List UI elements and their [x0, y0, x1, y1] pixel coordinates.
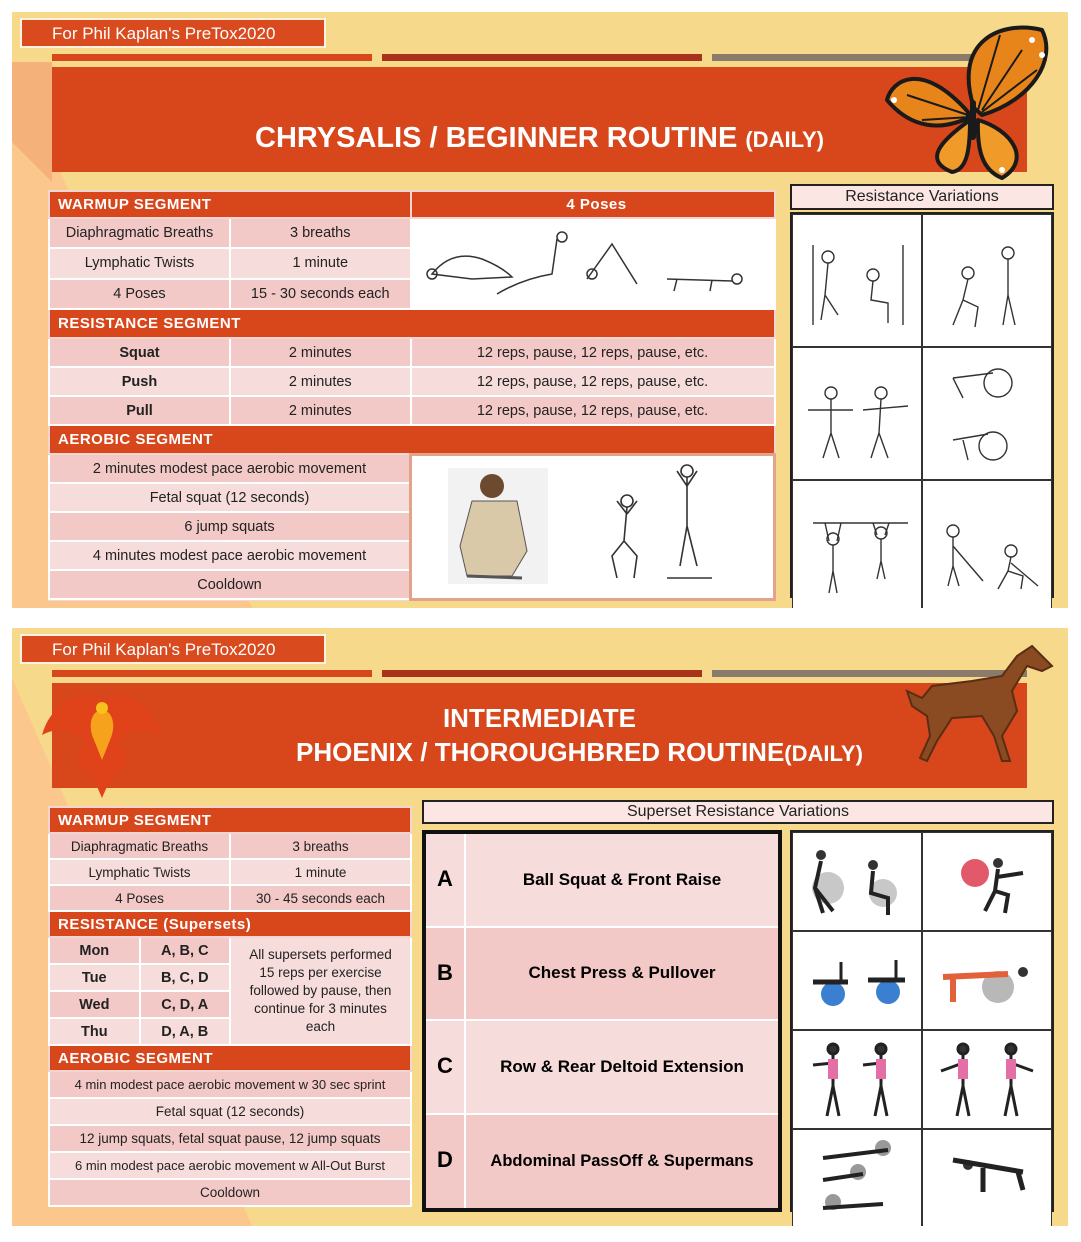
warmup-item: Lymphatic Twists [49, 859, 230, 885]
superset-list [422, 830, 782, 1212]
aerobic-segment-header: AEROBIC SEGMENT [49, 1045, 411, 1071]
aerobic-step: 6 jump squats [49, 512, 411, 541]
day-supersets: D, A, B [140, 1018, 230, 1045]
warmup-item: Diaphragmatic Breaths [49, 218, 230, 248]
day-label: Mon [49, 937, 140, 964]
exercise-duration: 2 minutes [230, 338, 411, 367]
routine-title-text: CHRYSALIS / BEGINNER ROUTINE [255, 122, 738, 154]
superset-variations-header: Superset Resistance Variations [422, 800, 1054, 824]
warmup-value: 1 minute [230, 248, 411, 278]
exercise-image [792, 480, 922, 608]
exercise-name: Squat [49, 338, 230, 367]
abdominal-passoff-icon [793, 1130, 921, 1222]
aerobic-illustration [411, 454, 775, 599]
aerobic-step: Cooldown [49, 1179, 411, 1206]
day-label: Thu [49, 1018, 140, 1045]
routine-title-line2: PHOENIX / THOROUGHBRED ROUTINE [296, 737, 785, 767]
exercise-image [922, 214, 1052, 347]
routine-title [52, 67, 1027, 172]
rear-deltoid-icon [923, 1031, 1051, 1123]
exercise-reps: 12 reps, pause, 12 reps, pause, etc. [411, 367, 775, 396]
aerobic-step: Cooldown [49, 570, 411, 599]
routine-title [52, 683, 1027, 788]
stripe [382, 670, 702, 677]
superset-name: Abdominal PassOff & Supermans [490, 1151, 754, 1170]
chest-press-icon [793, 932, 921, 1024]
aerobic-segment-header: AEROBIC SEGMENT [49, 425, 775, 454]
exercise-name: Push [49, 367, 230, 396]
superset-letter: D [426, 1115, 466, 1209]
exercise-image [922, 1030, 1052, 1129]
warmup-segment-header: WARMUP SEGMENT [49, 191, 411, 218]
squat-figures-icon [923, 215, 1051, 341]
warmup-item: 4 Poses [49, 279, 230, 309]
stripe [52, 54, 372, 61]
phoenix-icon [32, 680, 172, 800]
superset-row [426, 1115, 778, 1209]
aerobic-step: 12 jump squats, fetal squat pause, 12 jump squats [49, 1125, 411, 1152]
aerobic-step: 2 minutes modest pace aerobic movement [49, 454, 411, 483]
stripe [52, 670, 372, 677]
resistance-segment-header: RESISTANCE SEGMENT [49, 309, 775, 338]
routine-title-line1: INTERMEDIATE [442, 703, 637, 733]
poses-figures-icon [412, 219, 772, 303]
intermediate-routine-card [12, 628, 1068, 1226]
poses-header: 4 Poses [411, 191, 775, 218]
beginner-routine-card [12, 12, 1068, 608]
superset-row [426, 834, 778, 928]
superset-letter: C [426, 1021, 466, 1113]
day-supersets: C, D, A [140, 991, 230, 1018]
source-tag: For Phil Kaplan's PreTox2020 [20, 18, 326, 48]
exercise-reps: 12 reps, pause, 12 reps, pause, etc. [411, 396, 775, 425]
superman-icon [923, 1130, 1051, 1222]
stripe [382, 54, 702, 61]
superset-name: Row & Rear Deltoid Extension [500, 1056, 744, 1076]
warmup-value: 3 breaths [230, 833, 411, 859]
wall-squat-icon [793, 215, 921, 341]
day-label: Wed [49, 991, 140, 1018]
warmup-item: Lymphatic Twists [49, 248, 230, 278]
band-pull-figures-icon [923, 481, 1051, 607]
push-figures-icon [793, 348, 921, 474]
exercise-duration: 2 minutes [230, 396, 411, 425]
horse-icon [902, 636, 1062, 766]
aerobic-step: 6 min modest pace aerobic movement w All-Out Burst [49, 1152, 411, 1179]
aerobic-step: Fetal squat (12 seconds) [49, 483, 411, 512]
resistance-segment-header: RESISTANCE (Supersets) [49, 911, 411, 937]
exercise-image [792, 931, 922, 1030]
exercise-duration: 2 minutes [230, 367, 411, 396]
superset-letter: B [426, 928, 466, 1020]
ball-push-figures-icon [923, 348, 1051, 474]
row-exercise-icon [793, 1031, 921, 1123]
warmup-value: 30 - 45 seconds each [230, 885, 411, 911]
routine-title-suffix: (DAILY) [784, 741, 863, 766]
day-supersets: A, B, C [140, 937, 230, 964]
day-supersets: B, C, D [140, 964, 230, 991]
pull-up-figures-icon [793, 481, 921, 607]
exercise-reps: 12 reps, pause, 12 reps, pause, etc. [411, 338, 775, 367]
pullover-icon [923, 932, 1051, 1024]
exercise-image [922, 832, 1052, 931]
exercise-image [922, 931, 1052, 1030]
superset-row [426, 1021, 778, 1115]
warmup-item: Diaphragmatic Breaths [49, 833, 230, 859]
source-tag: For Phil Kaplan's PreTox2020 [20, 634, 326, 664]
exercise-image [792, 1129, 922, 1226]
superset-name: Ball Squat & Front Raise [522, 869, 722, 889]
aerobic-step: 4 min modest pace aerobic movement w 30 sec sprint [49, 1071, 411, 1098]
routine-title-suffix: (DAILY) [745, 127, 824, 152]
exercise-image [792, 214, 922, 347]
exercise-image [792, 347, 922, 480]
poses-illustration [411, 218, 775, 309]
warmup-value: 1 minute [230, 859, 411, 885]
squat-jump-figures-icon [412, 456, 768, 592]
warmup-value: 3 breaths [230, 218, 411, 248]
superset-name: Chest Press & Pullover [528, 963, 716, 983]
warmup-segment-header: WARMUP SEGMENT [49, 807, 411, 833]
day-label: Tue [49, 964, 140, 991]
superset-letter: A [426, 834, 466, 926]
aerobic-step: Fetal squat (12 seconds) [49, 1098, 411, 1125]
aerobic-step: 4 minutes modest pace aerobic movement [49, 541, 411, 570]
exercise-image [922, 480, 1052, 608]
exercise-image [792, 832, 922, 931]
resistance-variations-grid [790, 212, 1054, 598]
exercise-image [922, 1129, 1052, 1226]
beginner-routine-table [48, 190, 776, 601]
warmup-value: 15 - 30 seconds each [230, 279, 411, 309]
warmup-item: 4 Poses [49, 885, 230, 911]
superset-images-grid [790, 830, 1054, 1212]
resistance-variations-header: Resistance Variations [790, 184, 1054, 210]
butterfly-icon [882, 20, 1057, 180]
superset-row [426, 928, 778, 1022]
exercise-name: Pull [49, 396, 230, 425]
superset-note: All supersets performed 15 reps per exercise followed by pause, then continue for 3 minutes each [230, 937, 411, 1045]
ball-squat-icon [793, 833, 921, 925]
front-raise-icon [923, 833, 1051, 925]
intermediate-routine-table [48, 806, 412, 1207]
exercise-image [922, 347, 1052, 480]
exercise-image [792, 1030, 922, 1129]
